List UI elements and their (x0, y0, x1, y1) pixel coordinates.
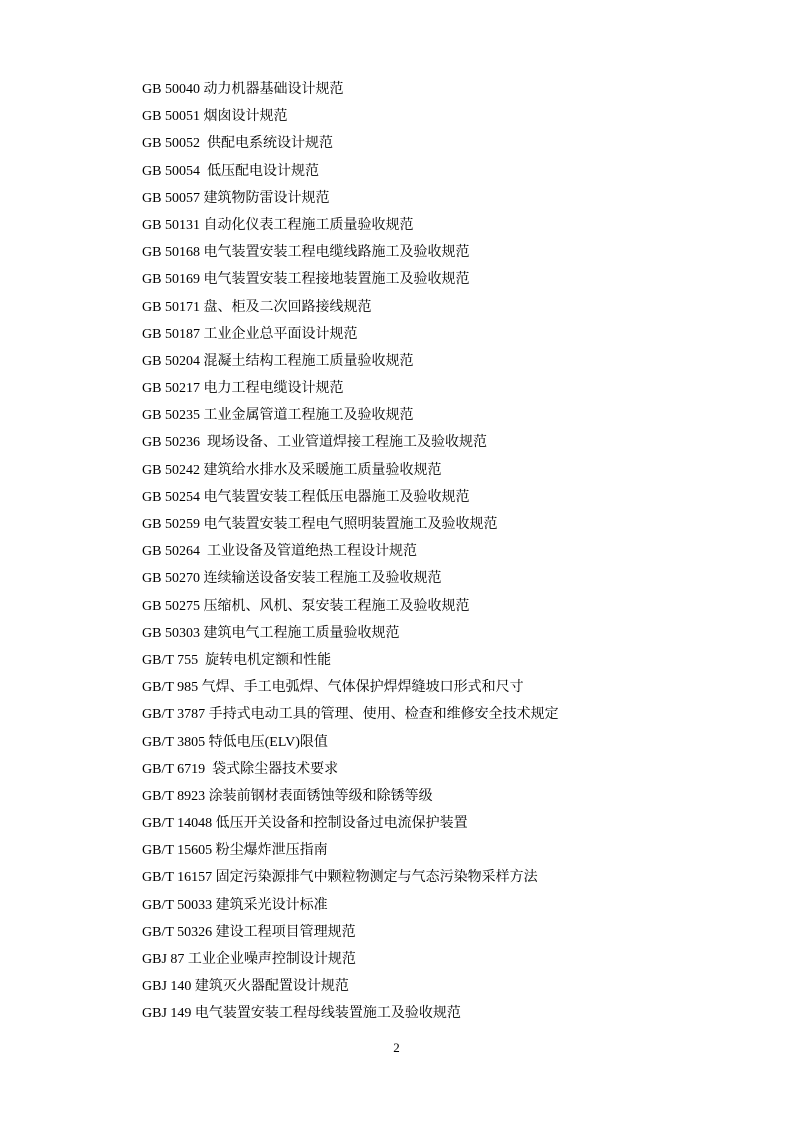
list-item: GB 50303 建筑电气工程施工质量验收规范 (142, 625, 400, 641)
list-item: GB/T 985 气焊、手工电弧焊、气体保护焊焊缝坡口形式和尺寸 (142, 680, 524, 696)
list-item: GB 50169 电气装置安装工程接地装置施工及验收规范 (142, 272, 470, 288)
list-item: GB 50275 压缩机、风机、泵安装工程施工及验收规范 (142, 598, 470, 614)
list-item: GB 50051 烟囱设计规范 (142, 109, 288, 125)
list-item: GB 50131 自动化仪表工程施工质量验收规范 (142, 217, 414, 233)
list-item: GB/T 50326 建设工程项目管理规范 (142, 924, 356, 940)
list-item: GB/T 50033 建筑采光设计标准 (142, 897, 328, 913)
list-item: GB 50204 混凝土结构工程施工质量验收规范 (142, 353, 414, 369)
list-item: GB 50242 建筑给水排水及采暖施工质量验收规范 (142, 462, 442, 478)
list-item: GB 50235 工业金属管道工程施工及验收规范 (142, 408, 414, 424)
list-item: GB 50168 电气装置安装工程电缆线路施工及验收规范 (142, 245, 470, 261)
list-item: GB 50264 工业设备及管道绝热工程设计规范 (142, 544, 417, 560)
list-item: GB 50054 低压配电设计规范 (142, 163, 319, 179)
list-item: GB 50254 电气装置安装工程低压电器施工及验收规范 (142, 489, 470, 505)
list-item: GB 50270 连续输送设备安装工程施工及验收规范 (142, 571, 442, 587)
list-item: GB 50217 电力工程电缆设计规范 (142, 381, 344, 397)
list-item: GB/T 14048 低压开关设备和控制设备过电流保护装置 (142, 816, 468, 832)
list-item: GB 50057 建筑物防雷设计规范 (142, 190, 330, 206)
list-item: GB 50040 动力机器基础设计规范 (142, 82, 344, 97)
list-item: GBJ 149 电气装置安装工程母线装置施工及验收规范 (142, 1006, 461, 1022)
list-item: GB 50259 电气装置安装工程电气照明装置施工及验收规范 (142, 517, 498, 532)
list-item: GB/T 6719 袋式除尘器技术要求 (142, 761, 339, 777)
list-item: GB/T 8923 涂装前钢材表面锈蚀等级和除锈等级 (142, 788, 433, 804)
list-item: GB 50187 工业企业总平面设计规范 (142, 326, 358, 342)
list-item: GB 50236 现场设备、工业管道焊接工程施工及验收规范 (142, 435, 487, 451)
standards-list (142, 76, 559, 1028)
list-item: GB 50052 供配电系统设计规范 (142, 136, 333, 152)
list-item: GB/T 16157 固定污染源排气中颗粒物测定与气态污染物采样方法 (142, 870, 538, 886)
list-item: GBJ 87 工业企业噪声控制设计规范 (142, 952, 356, 967)
list-item: GB/T 3805 特低电压(ELV)限值 (142, 734, 328, 750)
list-item: GB/T 3787 手持式电动工具的管理、使用、检查和维修安全技术规定 (142, 707, 559, 723)
list-item: GB/T 15605 粉尘爆炸泄压指南 (142, 843, 328, 859)
list-item: GB 50171 盘、柜及二次回路接线规范 (142, 299, 372, 315)
list-item: GB/T 755 旋转电机定额和性能 (142, 652, 332, 668)
list-item: GBJ 140 建筑灭火器配置设计规范 (142, 979, 349, 995)
page-number: 2 (393, 1040, 400, 1055)
